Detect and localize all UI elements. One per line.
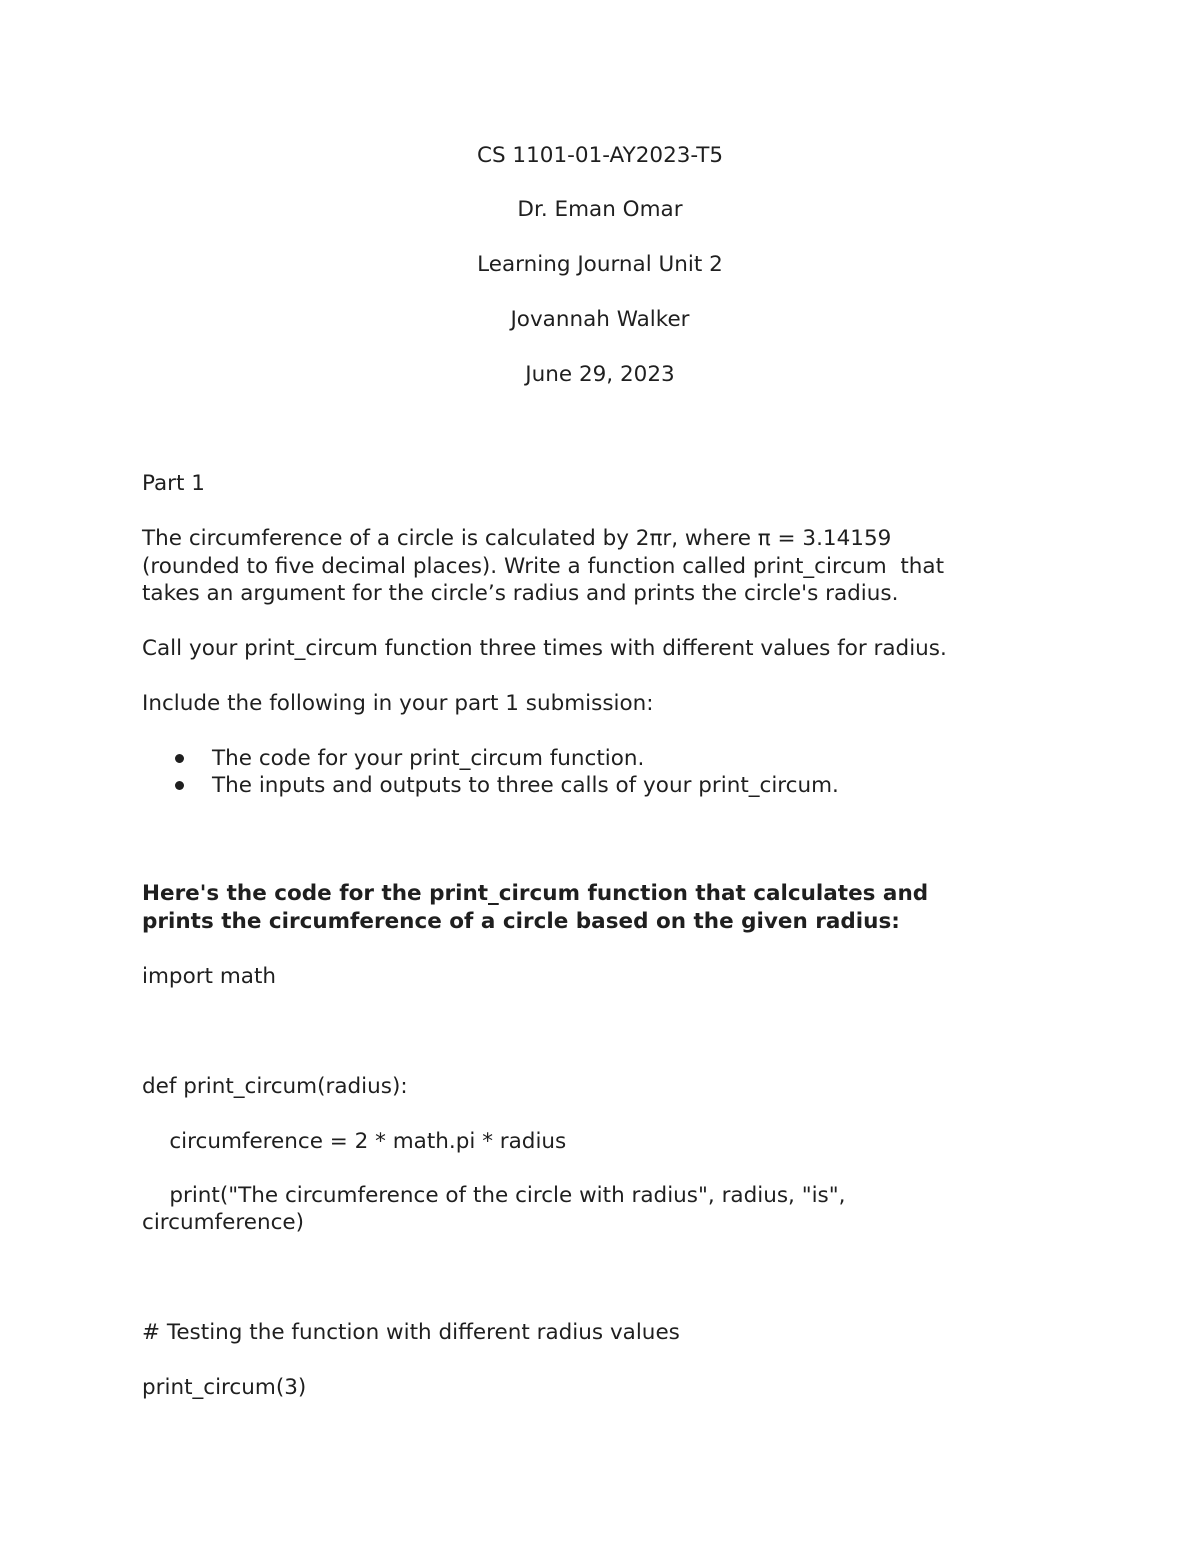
student-name: Jovannah Walker bbox=[510, 307, 690, 332]
instructor-name: Dr. Eman Omar bbox=[517, 197, 683, 222]
part1-include-instruction: Include the following in your part 1 submission: bbox=[142, 691, 654, 716]
part1-call-instruction: Call your print_circum function three times with different values for radius. bbox=[142, 636, 947, 661]
bullet-icon bbox=[175, 754, 184, 763]
code-import-line: import math bbox=[142, 964, 276, 989]
answer-intro-line-2: prints the circumference of a circle based on the given radius: bbox=[142, 909, 900, 934]
code-print-line-2: circumference) bbox=[142, 1210, 305, 1235]
bullet-item-code: The code for your print_circum function. bbox=[212, 746, 645, 771]
code-print-line-1: print("The circumference of the circle with radius", radius, "is", bbox=[142, 1183, 846, 1208]
code-comment-line: # Testing the function with different radius values bbox=[142, 1320, 680, 1345]
code-calc-line: circumference = 2 * math.pi * radius bbox=[142, 1129, 567, 1154]
bullet-icon bbox=[175, 781, 184, 790]
code-call-line: print_circum(3) bbox=[142, 1375, 307, 1400]
part1-paragraph-line-3: takes an argument for the circle’s radius and prints the circle's radius. bbox=[142, 581, 899, 606]
answer-intro-line-1: Here's the code for the print_circum function that calculates and bbox=[142, 881, 929, 906]
part1-paragraph-line-1: The circumference of a circle is calculated by 2πr, where π = 3.14159 bbox=[142, 526, 892, 551]
document-date: June 29, 2023 bbox=[525, 362, 675, 387]
assignment-title: Learning Journal Unit 2 bbox=[477, 252, 723, 277]
bullet-item-io: The inputs and outputs to three calls of your print_circum. bbox=[212, 773, 839, 798]
part1-heading: Part 1 bbox=[142, 471, 205, 496]
part1-paragraph-line-2: (rounded to five decimal places). Write a function called print_circum that bbox=[142, 554, 945, 579]
code-def-line: def print_circum(radius): bbox=[142, 1074, 408, 1099]
course-code: CS 1101-01-AY2023-T5 bbox=[476, 143, 724, 168]
